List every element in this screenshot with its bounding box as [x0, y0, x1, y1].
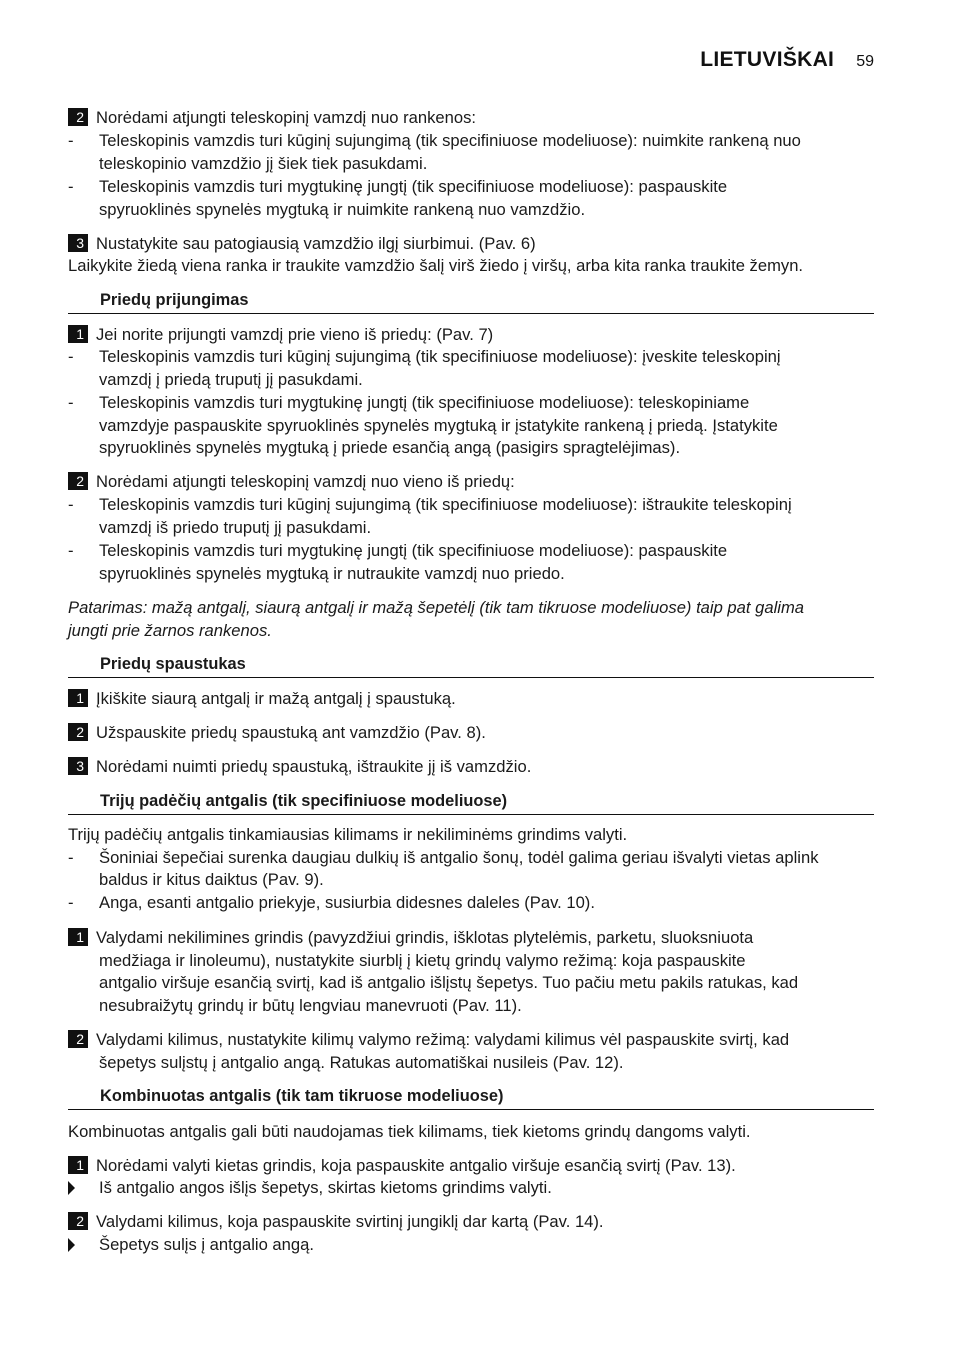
bullet-text: Anga, esanti antgalio priekyje, susiurbia didesnes daleles (Pav. 10).	[99, 893, 595, 912]
section-heading	[68, 790, 874, 815]
step-text: medžiaga ir linoleumu), nustatykite siurblį į kietų grindų valymo režimą: koja paspauskite	[99, 951, 746, 970]
dash-bullet: -	[68, 177, 74, 196]
dash-bullet: -	[68, 347, 74, 366]
page-number: 59	[856, 53, 874, 70]
step-number-badge: 1	[68, 928, 88, 946]
bullet-text: Teleskopinis vamzdis turi kūginį sujungimą (tik specifiniuose modeliuose): nuimkite rankeną nuo	[99, 131, 801, 150]
step-item	[68, 1211, 604, 1233]
step-text: Užspauskite priedų spaustuką ant vamzdžio (Pav. 8).	[96, 723, 486, 742]
step-item	[68, 233, 536, 255]
bullet-text: vamzdyje paspauskite spyruoklinės spynelės mygtuką ir įstatykite rankeną į priedą. Įstatykite	[99, 416, 778, 435]
section-heading	[68, 1085, 874, 1110]
paragraph: Kombinuotas antgalis gali būti naudojamas tiek kilimams, tiek kietoms grindų dangoms valyti.	[68, 1122, 751, 1141]
bullet-text: vamzdį į priedą truputį jį pasukdami.	[99, 370, 363, 389]
step-text: nesubraižytų grindų ir būtų lengviau manevruoti (Pav. 11).	[99, 996, 522, 1015]
step-text: Valydami nekilimines grindis (pavyzdžiui grindis, išklotas plytelėmis, parketu, sluoksniuota	[96, 928, 754, 947]
bullet-text: Teleskopinis vamzdis turi mygtukinę jungtį (tik specifiniuose modeliuose): paspauskite	[99, 177, 728, 196]
step-number-badge: 2	[68, 723, 88, 741]
step-number-badge: 3	[68, 234, 88, 252]
step-text: Jei norite prijungti vamzdį prie vieno iš priedų: (Pav. 7)	[96, 325, 494, 344]
bullet-text: spyruoklinės spynelės mygtuką ir nutraukite vamzdį nuo priedo.	[99, 564, 565, 583]
step-text: Norėdami atjungti teleskopinį vamzdį nuo rankenos:	[96, 108, 477, 127]
paragraph: Trijų padėčių antgalis tinkamiausias kilimams ir nekiliminėms grindims valyti.	[68, 825, 628, 844]
section-title: Kombinuotas antgalis (tik tam tikruose modeliuose)	[100, 1087, 504, 1105]
step-text: Nustatykite sau patogiausią vamzdžio ilgį siurbimui. (Pav. 6)	[96, 234, 536, 253]
step-item	[68, 688, 456, 710]
dash-bullet: -	[68, 131, 74, 150]
step-text: Norėdami atjungti teleskopinį vamzdį nuo vieno iš priedų:	[96, 472, 515, 491]
step-item	[68, 1029, 789, 1051]
bullet-text: spyruoklinės spynelės mygtuką į priede esančią angą (pasigirs spragtelėjimas).	[99, 438, 681, 457]
step-text: Norėdami valyti kietas grindis, koja paspauskite antgalio viršuje esančią svirtį (Pav. 13).	[96, 1156, 736, 1175]
bullet-text: Teleskopinis vamzdis turi kūginį sujungimą (tik specifiniuose modeliuose): ištraukite teleskopinį	[99, 495, 792, 514]
bullet-text: Teleskopinis vamzdis turi kūginį sujungimą (tik specifiniuose modeliuose): įveskite teleskopinį	[99, 347, 781, 366]
tip-text: jungti prie žarnos rankenos.	[68, 621, 272, 640]
bullet-text: Šoniniai šepečiai surenka daugiau dulkių iš antgalio šonų, todėl galima geriau išvalyti vietas aplink	[99, 848, 819, 867]
step-number-badge: 1	[68, 689, 88, 707]
step-text: Valydami kilimus, nustatykite kilimų valymo režimą: valydami kilimus vėl paspauskite svirtį, kad	[96, 1030, 790, 1049]
section-title: Priedų prijungimas	[100, 291, 249, 309]
step-item	[68, 927, 753, 949]
step-item	[68, 756, 531, 778]
step-number-badge: 1	[68, 325, 88, 343]
bullet-text: Teleskopinis vamzdis turi mygtukinę jungtį (tik specifiniuose modeliuose): teleskopiniame	[99, 393, 750, 412]
step-number-badge: 2	[68, 472, 88, 490]
step-text: Įkiškite siaurą antgalį ir mažą antgalį į spaustuką.	[96, 689, 456, 708]
step-text: šepetys sulįstų į antgalio angą. Ratukas automatiškai nusileis (Pav. 12).	[99, 1053, 624, 1072]
dash-bullet: -	[68, 495, 74, 514]
paragraph: Laikykite žiedą viena ranka ir traukite vamzdžio šalį virš žiedo į viršų, arba kita ranka traukite žemyn.	[68, 256, 804, 275]
dash-bullet: -	[68, 893, 74, 912]
language-label: LIETUVIŠKAI	[700, 48, 835, 71]
result-text: Šepetys sulįs į antgalio angą.	[99, 1235, 314, 1254]
step-number-badge: 2	[68, 1212, 88, 1230]
step-item	[68, 1155, 736, 1177]
dash-bullet: -	[68, 848, 74, 867]
section-heading	[68, 289, 874, 314]
step-number-badge: 2	[68, 1030, 88, 1048]
step-item	[68, 324, 493, 346]
step-item	[68, 107, 476, 129]
step-item	[68, 471, 515, 493]
section-title: Priedų spaustukas	[100, 655, 246, 673]
page-header	[700, 48, 874, 72]
bullet-text: Teleskopinis vamzdis turi mygtukinę jungtį (tik specifiniuose modeliuose): paspauskite	[99, 541, 728, 560]
arrow-bullet-icon	[68, 1181, 75, 1195]
step-text: Valydami kilimus, koja paspauskite svirtinį jungiklį dar kartą (Pav. 14).	[96, 1212, 604, 1231]
bullet-text: vamzdį iš priedo truputį jį pasukdami.	[99, 518, 372, 537]
dash-bullet: -	[68, 393, 74, 412]
tip-text: Patarimas: mažą antgalį, siaurą antgalį ir mažą šepetėlį (tik tam tikruose modeliuose) taip pat galima	[68, 598, 804, 617]
step-number-badge: 1	[68, 1156, 88, 1174]
step-text: antgalio viršuje esančią svirtį, kad iš antgalio išlįstų šepetys. Tuo pačiu metu pakils ratukas, kad	[99, 973, 799, 992]
step-text: Norėdami nuimti priedų spaustuką, ištraukite jį iš vamzdžio.	[96, 757, 532, 776]
bullet-text: teleskopinio vamzdžio jį šiek tiek pasukdami.	[99, 154, 428, 173]
step-number-badge: 3	[68, 757, 88, 775]
step-item	[68, 722, 486, 744]
arrow-bullet-icon	[68, 1238, 75, 1252]
section-title: Trijų padėčių antgalis (tik specifiniuose modeliuose)	[100, 792, 508, 810]
dash-bullet: -	[68, 541, 74, 560]
section-heading	[68, 653, 874, 678]
step-number-badge: 2	[68, 108, 88, 126]
result-text: Iš antgalio angos išlįs šepetys, skirtas kietoms grindims valyti.	[99, 1178, 552, 1197]
bullet-text: baldus ir kitus daiktus (Pav. 9).	[99, 870, 324, 889]
bullet-text: spyruoklinės spynelės mygtuką ir nuimkite rankeną nuo vamzdžio.	[99, 200, 586, 219]
